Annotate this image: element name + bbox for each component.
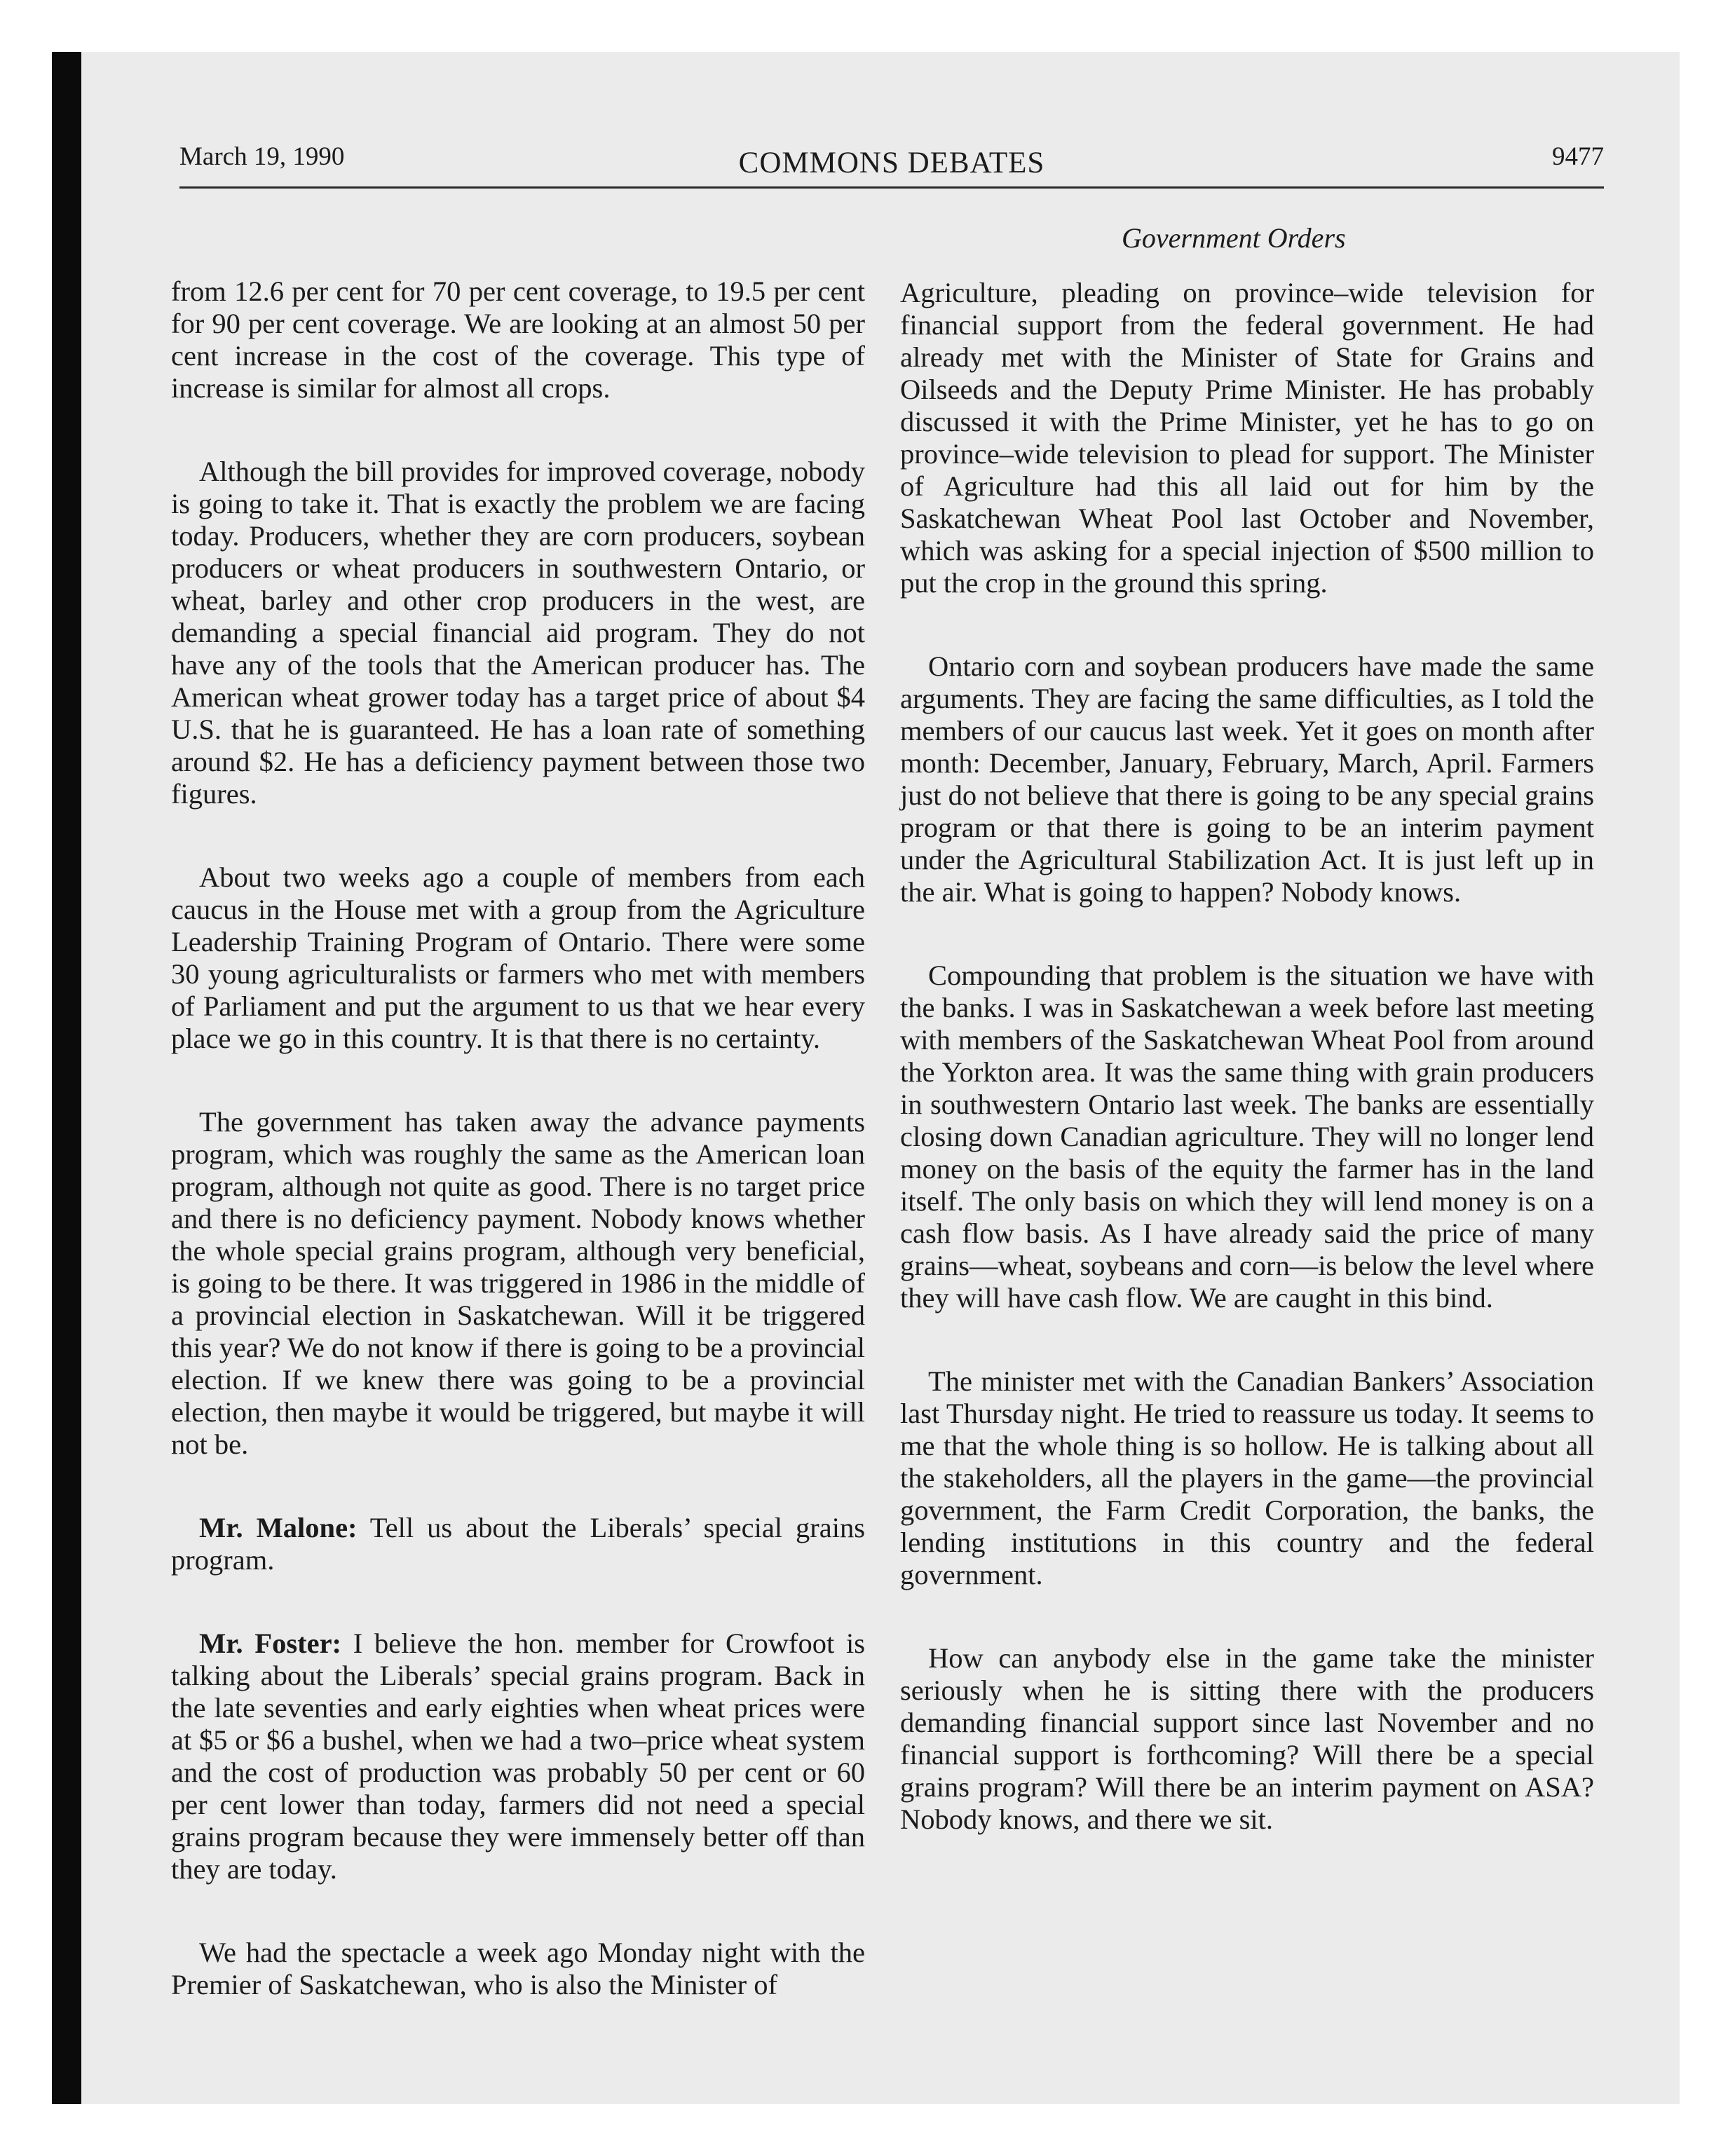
header-rule (179, 186, 1604, 189)
paragraph: Agriculture, pleading on province–wide television for financial support from the federal government. He had already met with the Minister of State for Grains and Oilseeds and the Deputy Prime Minister. He has probably discussed it with the Prime Minister, yet he has to go on province–wide television to plead for support. The Minister of Agriculture had this all laid out for him by the Saskatchewan Wheat Pool last October and November, which was asking for a special injection of $500 million to put the crop in the ground this spring. (900, 277, 1594, 599)
speaker-name: Mr. Foster: (199, 1628, 342, 1659)
paragraph: We had the spectacle a week ago Monday night with the Premier of Saskatchewan, who is also the Minister of (171, 1937, 865, 2000)
right-column (900, 277, 1594, 1887)
header-title: COMMONS DEBATES (738, 146, 1045, 179)
header-date: March 19, 1990 (179, 142, 345, 171)
page-header (179, 140, 1604, 182)
paragraph: Although the bill provides for improved coverage, nobody is going to take it. That is exactly the problem we are facing today. Producers, whether they are corn producers, soybean producers or wheat producers in southwestern Ontario, or wheat, barley and other crop producers in the west, are demanding a special financial aid program. They do not have any of the tools that the American producer has. The American wheat grower today has a target price of about $4 U.S. that he is guaranteed. He has a loan rate of something around $2. He has a deficiency payment between those two figures. (171, 456, 865, 810)
paragraph: Ontario corn and soybean producers have made the same arguments. They are facing the same difficulties, as I told the members of our caucus last week. Yet it goes on month after month: December, January, February, March, April. Farmers just do not believe that there is going to be any special grains program or that there is going to be an interim payment under the Agricultural Stabilization Act. It is just left up in the air. What is going to happen? Nobody knows. (900, 650, 1594, 908)
speech-text: Tell us about the Liberals’ special grains program. (171, 1512, 865, 1576)
paragraph: The minister met with the Canadian Bankers’ Association last Thursday night. He tried to reassure us today. It seems to me that the whole thing is so hollow. He is talking about all the stakeholders, all the players in the game—the provincial government, the Farm Credit Corporation, the banks, the lending institutions in this country and the federal government. (900, 1365, 1594, 1590)
paragraph: Compounding that problem is the situation we have with the banks. I was in Saskatchewan a week before last meeting with members of the Saskatchewan Wheat Pool from around the Yorkton area. It was the same thing with grain producers in southwestern Ontario last week. The banks are essentially closing down Canadian agriculture. They will no longer lend money on the basis of the equity the farmer has in the land itself. The only basis on which they will lend money is on a cash flow basis. As I have already said the price of many grains—wheat, soybeans and corn—is below the level where they will have cash flow. We are caught in this bind. (900, 960, 1594, 1314)
paragraph: About two weeks ago a couple of members from each caucus in the House met with a group from the Agriculture Leadership Training Program of Ontario. There were some 30 young agriculturalists or farmers who met with members of Parliament and put the argument to us that we hear every place we go in this country. It is that there is no certainty. (171, 861, 865, 1054)
paragraph: The government has taken away the advance payments program, which was roughly the same as the American loan program, although not quite as good. There is no target price and there is no deficiency payment. Nobody knows whether the whole special grains program, although very beneficial, is going to be there. It was triggered in 1986 in the middle of a provincial election in Saskatchewan. Will it be triggered this year? We do not know if there is going to be a provincial election. If we knew there was going to be a provincial election, then maybe it would be triggered, but maybe it will not be. (171, 1106, 865, 1460)
section-label: Government Orders (1122, 222, 1346, 254)
paragraph: from 12.6 per cent for 70 per cent coverage, to 19.5 per cent for 90 per cent coverage. We are looking at an almost 50 per cent increase in the cost of the coverage. This type of increase is similar for almost all crops. (171, 275, 865, 404)
speech-paragraph (171, 1628, 865, 1885)
scan-binding-edge (52, 52, 81, 2104)
speech-text: I believe the hon. member for Crowfoot is talking about the Liberals’ special grains program. Back in the late seventies and early eighties when wheat prices were at $5 or $6 a bushel, when we had a two–price wheat system and the cost of production was probably 50 per cent or 60 per cent lower than today, farmers did not need a special grains program because they were immensely better off than they are today. (171, 1628, 865, 1885)
speaker-name: Mr. Malone: (199, 1512, 358, 1543)
page-number: 9477 (1552, 142, 1604, 171)
left-column (171, 275, 865, 2052)
speech-paragraph (171, 1512, 865, 1576)
paragraph: How can anybody else in the game take the minister seriously when he is sitting there with the producers demanding financial support since last November and no financial support is forthcoming? Will there be a special grains program? Will there be an interim payment on ASA? Nobody knows, and there we sit. (900, 1642, 1594, 1835)
